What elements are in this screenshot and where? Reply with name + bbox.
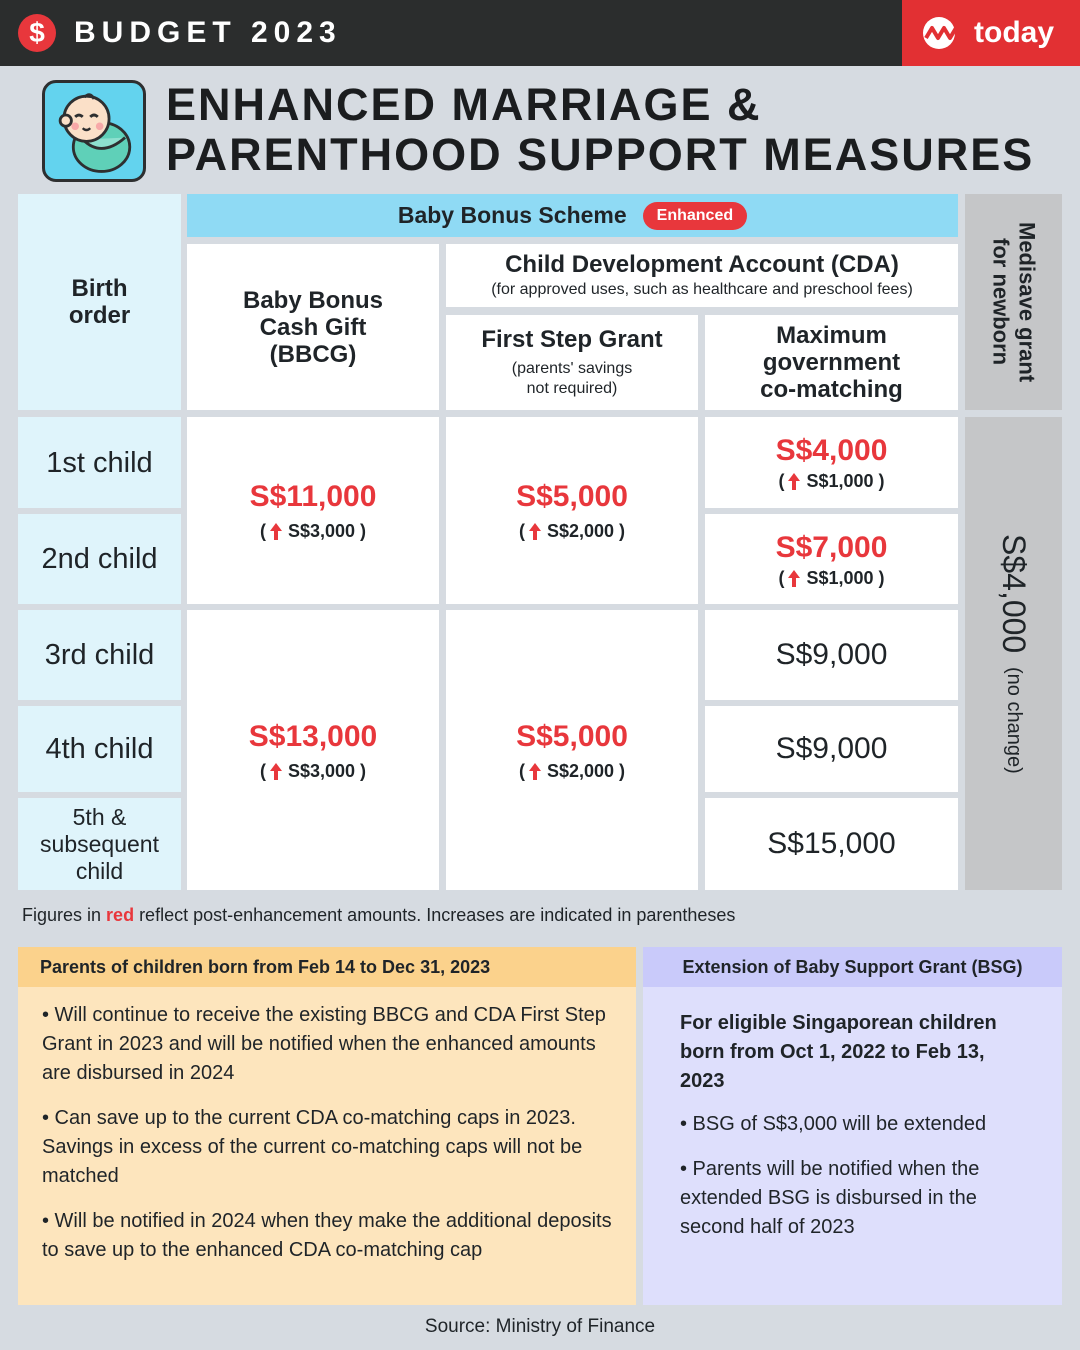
increase-note: ( S$3,000 ) xyxy=(259,521,367,541)
page-title: ENHANCED MARRIAGE & PARENTHOOD SUPPORT MEASURES xyxy=(166,79,1035,180)
budget-label: BUDGET 2023 xyxy=(74,16,342,49)
increase-note: ( S$2,000 ) xyxy=(518,760,626,781)
brand-logo[interactable] xyxy=(902,0,1080,66)
up-arrow-icon xyxy=(788,473,800,490)
row-label-4th-child: 4th child xyxy=(18,706,181,792)
list-item: • Will be notified in 2024 when they make the additional deposits to save up to the enhanced CDA co-matching cap xyxy=(42,1210,612,1261)
brand-name: today xyxy=(974,16,1055,49)
top-bar xyxy=(0,0,1080,66)
row-label-5th-child: 5th & subsequent child xyxy=(18,798,181,890)
source-credit: Source: Ministry of Finance xyxy=(424,1316,656,1337)
first-step-third-plus-cell: S$5,000 ( S$2,000 ) xyxy=(446,610,698,890)
comatching-1st-cell: S$4,000 ( S$1,000 ) xyxy=(705,417,958,508)
up-arrow-icon xyxy=(529,763,541,780)
cda-header: Child Development Account (CDA) (for approved uses, such as healthcare and preschool fees) xyxy=(446,244,958,307)
comatching-3rd-cell: S$9,000 xyxy=(705,610,958,700)
up-arrow-icon xyxy=(788,570,800,587)
first-step-first-two-cell: S$5,000 ( S$2,000 ) xyxy=(446,417,698,604)
enhanced-badge: Enhanced xyxy=(643,202,747,230)
first-step-grant-header: First Step Grant (parents' savings not required) xyxy=(446,315,698,410)
baby-icon xyxy=(42,80,146,182)
comatching-4th-cell: S$9,000 xyxy=(705,706,958,792)
today-logo-icon xyxy=(922,16,968,50)
medisave-value-cell: S$4,000 (no change) xyxy=(965,417,1062,890)
parents-box-body xyxy=(18,987,636,1305)
baby-illustration-icon xyxy=(45,83,143,179)
bsg-box-body xyxy=(643,987,1062,1305)
list-item: • BSG of S$3,000 will be extended xyxy=(680,1113,987,1135)
increase-note: ( S$3,000 ) xyxy=(259,760,367,781)
increase-note: ( S$1,000 ) xyxy=(778,471,885,491)
comatching-2nd-cell: S$7,000 ( S$1,000 ) xyxy=(705,514,958,604)
bsg-lead: For eligible Singaporean children born from Oct 1, 2022 to Feb 13, 2023 xyxy=(680,1012,997,1092)
row-label-1st-child: 1st child xyxy=(18,417,181,508)
bbcg-third-plus-cell: S$13,000 ( S$3,000 ) xyxy=(187,610,439,890)
legend-note: Figures in red reflect post-enhancement amounts. Increases are indicated in parentheses xyxy=(22,905,736,925)
comatching-5th-cell: S$15,000 xyxy=(705,798,958,890)
list-item: • Can save up to the current CDA co-matching caps in 2023. Savings in excess of the current co-matching caps will not be matched xyxy=(42,1107,583,1187)
up-arrow-icon xyxy=(529,523,541,540)
up-arrow-icon xyxy=(270,523,282,540)
bbcg-first-two-cell: S$11,000 ( S$3,000 ) xyxy=(187,417,439,604)
comatching-header: Maximum government co-matching xyxy=(705,315,958,410)
increase-note: ( S$1,000 ) xyxy=(778,567,885,588)
up-arrow-icon xyxy=(270,763,282,780)
row-label-3rd-child: 3rd child xyxy=(18,610,181,700)
medisave-header: Medisave grant for newborn xyxy=(965,194,1062,410)
birth-order-header: Birth order xyxy=(18,194,181,410)
bsg-box-title: Extension of Baby Support Grant (BSG) xyxy=(643,947,1062,987)
dollar-coin-icon: $ xyxy=(18,14,56,52)
list-item: • Will continue to receive the existing BBCG and CDA First Step Grant in 2023 and will be notified when the enhanced amounts are disbursed in 2024 xyxy=(42,1004,606,1084)
bbcg-header: Baby Bonus Cash Gift (BBCG) xyxy=(187,244,439,410)
increase-note: ( S$2,000 ) xyxy=(518,521,626,541)
list-item: • Parents will be notified when the extended BSG is disbursed in the second half of 2023 xyxy=(680,1158,980,1238)
row-label-2nd-child: 2nd child xyxy=(18,514,181,604)
parents-box-title: Parents of children born from Feb 14 to Dec 31, 2023 xyxy=(18,947,636,987)
baby-bonus-scheme-header: Baby Bonus Scheme Enhanced xyxy=(187,194,958,237)
